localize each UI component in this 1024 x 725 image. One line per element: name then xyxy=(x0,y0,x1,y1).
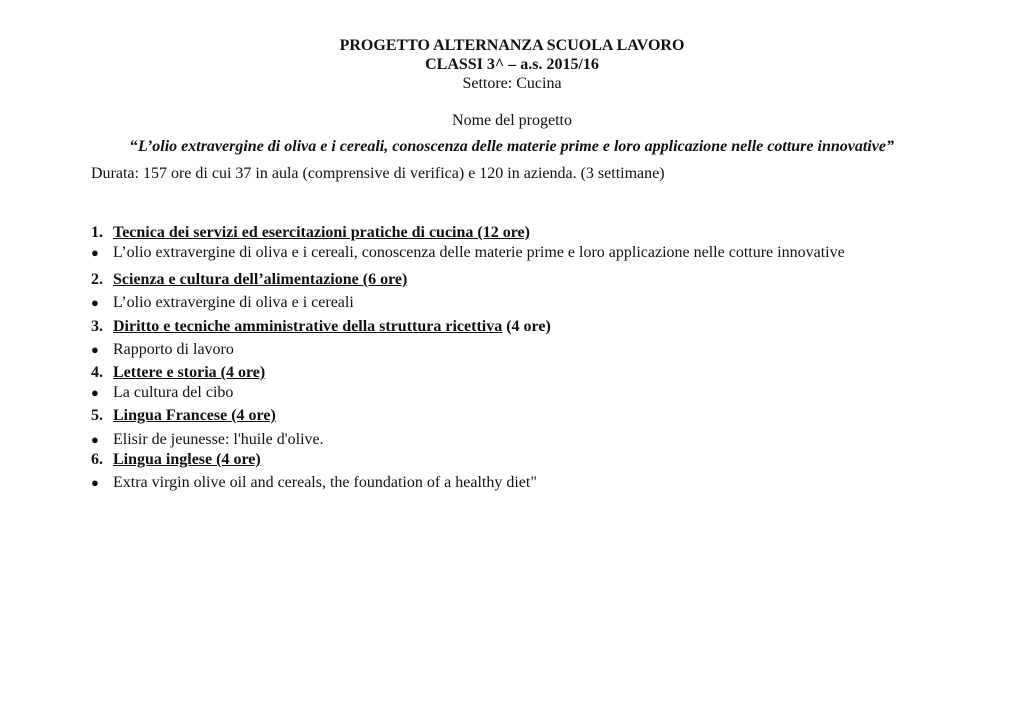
subject-name: Lingua Francese (4 ore) xyxy=(113,407,276,424)
subject-number: 4. xyxy=(91,364,103,381)
subject-5 xyxy=(91,406,276,426)
bullet-icon: ● xyxy=(91,245,99,260)
subject-1 xyxy=(91,223,530,243)
subject-2-topic xyxy=(91,293,354,313)
bullet-icon: ● xyxy=(91,432,99,447)
subject-number: 2. xyxy=(91,271,103,288)
subject-3-topic xyxy=(91,340,234,360)
topic-text: Extra virgin olive oil and cereals, the foundation of a healthy diet" xyxy=(113,474,537,491)
subject-name: Tecnica dei servizi ed esercitazioni pratiche di cucina (12 ore) xyxy=(113,224,530,241)
subject-name: Lingua inglese (4 ore) xyxy=(113,451,261,468)
project-title-text: L’olio extravergine di oliva e i cereali, conoscenza delle materie prime e loro applicazione nelle cotture innovative xyxy=(138,138,886,155)
bullet-icon: ● xyxy=(91,475,99,490)
header-classes: CLASSI 3^ – a.s. 2015/16 xyxy=(425,56,599,73)
subject-2 xyxy=(91,270,407,290)
subject-number: 1. xyxy=(91,224,103,241)
project-name-label: Nome del progetto xyxy=(452,112,572,129)
subject-number: 6. xyxy=(91,451,103,468)
subject-name: Diritto e tecniche amministrative della struttura ricettiva xyxy=(113,318,503,335)
topic-text: L’olio extravergine di oliva e i cereali xyxy=(113,294,354,311)
topic-text: Elisir de jeunesse: l'huile d'olive. xyxy=(113,431,324,448)
subject-5-topic xyxy=(91,430,324,450)
subject-1-topic xyxy=(91,243,845,263)
project-duration: Durata: 157 ore di cui 37 in aula (comprensive di verifica) e 120 in azienda. (3 settimane) xyxy=(91,165,665,182)
subject-6-topic xyxy=(91,473,537,493)
bullet-icon: ● xyxy=(91,385,99,400)
topic-text: Rapporto di lavoro xyxy=(113,341,234,358)
subject-name: Lettere e storia (4 ore) xyxy=(113,364,266,381)
close-quote: ” xyxy=(885,138,894,155)
subject-4-topic xyxy=(91,383,233,403)
topic-text: La cultura del cibo xyxy=(113,384,234,401)
subject-number: 5. xyxy=(91,407,103,424)
subject-6 xyxy=(91,450,261,470)
topic-text: L’olio extravergine di oliva e i cereali, conoscenza delle materie prime e loro applicazione nelle cotture innovative xyxy=(113,244,845,261)
project-title xyxy=(0,137,1024,157)
subject-4 xyxy=(91,363,265,383)
subject-extra: (4 ore) xyxy=(502,318,551,335)
subject-number: 3. xyxy=(91,318,103,335)
header-title: PROGETTO ALTERNANZA SCUOLA LAVORO xyxy=(339,37,685,54)
subject-3 xyxy=(91,317,551,337)
header-sector: Settore: Cucina xyxy=(462,75,562,92)
bullet-icon: ● xyxy=(91,342,99,357)
subject-name: Scienza e cultura dell’alimentazione (6 ore) xyxy=(113,271,408,288)
bullet-icon: ● xyxy=(91,295,99,310)
open-quote: “ xyxy=(130,138,139,155)
